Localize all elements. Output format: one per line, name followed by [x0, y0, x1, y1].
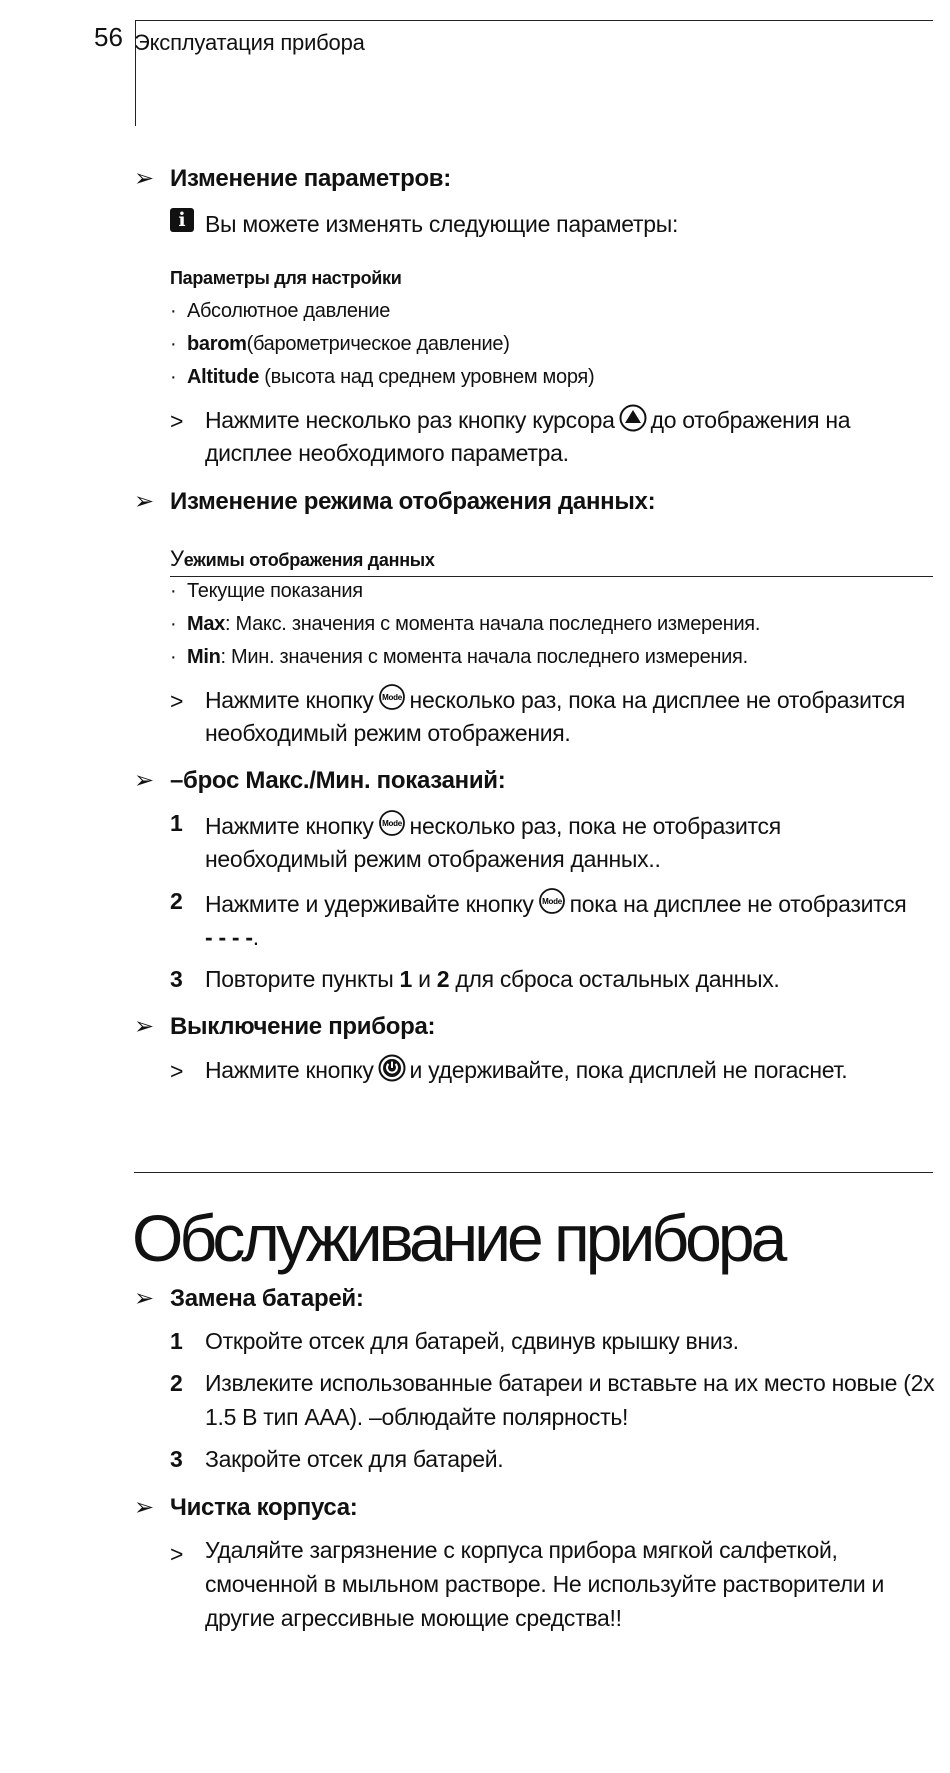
list-item: · Абсолютное давление [170, 300, 391, 322]
header-title: Эксплуатация прибора [134, 30, 365, 55]
section-title-params [134, 164, 451, 193]
step-line: смоченной в мыльном растворе. Не используйте растворители и [205, 1571, 885, 1597]
step-line: Нажмите кнопку и удерживайте, пока дисплей не погаснет. [205, 1054, 847, 1088]
step-line: Нажмите кнопку Mode несколько раз, пока не отобразится [205, 810, 781, 844]
section-title-text: Изменение параметров: [170, 165, 451, 192]
list-item: · Текущие показания [170, 580, 363, 602]
section-title-power-off: ➢ Выключение прибора: [134, 1013, 436, 1040]
list-item: · barom(барометрическое давление) [170, 333, 510, 355]
mode-button-icon [378, 684, 406, 718]
step-number: 1 [170, 1328, 183, 1354]
section-title-reset: ➢ –брос Макс./Мин. показаний: [134, 767, 506, 794]
section-divider [134, 1172, 933, 1173]
list-item: · Altitude (высота над среднем уровнем моря) [170, 366, 595, 388]
list-item: · Max: Макс. значения с момента начала последнего измерения. [170, 613, 761, 635]
svg-text:Mode: Mode [381, 693, 402, 702]
step-number: 3 [170, 1446, 183, 1472]
step-line: Откройте отсек для батарей, сдвинув крышку вниз. [205, 1328, 739, 1354]
step-line: дисплее необходимого параметра. [205, 440, 569, 466]
step-line: - - - -. [205, 924, 259, 950]
display-mode-subhead: Уежимы отображения данных [170, 546, 435, 571]
step-marker: > [170, 688, 184, 714]
header-horizontal-rule [135, 20, 933, 21]
step-line: 1.5 В тип ААА). –облюдайте полярность! [205, 1404, 629, 1430]
step-marker: > [170, 1058, 184, 1084]
step-number: 2 [170, 888, 183, 914]
step-number: 1 [170, 810, 183, 836]
arrow-icon: ➢ [134, 165, 154, 192]
svg-text:Mode: Mode [381, 819, 402, 828]
section-title-display-mode: ➢ Изменение режима отображения данных: [134, 488, 656, 515]
params-subhead: Параметры для настройки [170, 268, 402, 288]
mode-button-icon [538, 888, 566, 922]
step-number: 3 [170, 966, 183, 992]
step-marker: > [170, 408, 184, 434]
section-title-battery: ➢ Замена батарей: [134, 1285, 364, 1312]
step-line: другие агрессивные моющие средства!! [205, 1605, 622, 1631]
power-button-icon [378, 1054, 406, 1088]
step-line: Нажмите и удерживайте кнопку Mode пока на дисплее не отобразится [205, 888, 906, 922]
page-section-title: Обслуживание прибора [132, 1201, 784, 1275]
cursor-up-button-icon [619, 404, 647, 438]
step-line: Нажмите несколько раз кнопку курсора до отображения на [205, 404, 850, 438]
step-marker: > [170, 1541, 184, 1567]
info-icon: i [170, 208, 194, 232]
list-item: · Min: Мин. значения с момента начала последнего измерения. [170, 646, 748, 668]
mode-button-icon [378, 810, 406, 844]
step-line: Повторите пункты 1 и 2 для сброса остальных данных. [205, 966, 780, 992]
step-line: Закройте отсек для батарей. [205, 1446, 504, 1472]
step-line: Извлеките использованные батареи и вставьте на их место новые (2х [205, 1370, 935, 1396]
step-number: 2 [170, 1370, 183, 1396]
info-text: Вы можете изменять следующие параметры: [205, 211, 679, 237]
subhead-rule [170, 576, 933, 577]
page-number: 56 [94, 22, 123, 52]
step-line: Удаляйте загрязнение с корпуса прибора мягкой салфеткой, [205, 1537, 838, 1563]
svg-text:Mode: Mode [541, 897, 562, 906]
step-line: Нажмите кнопку Mode несколько раз, пока на дисплее не отобразится [205, 684, 905, 718]
step-line: необходимый режим отображения данных.. [205, 846, 661, 872]
section-title-cleaning: ➢ Чистка корпуса: [134, 1494, 358, 1521]
step-line: необходимый режим отображения. [205, 720, 571, 746]
